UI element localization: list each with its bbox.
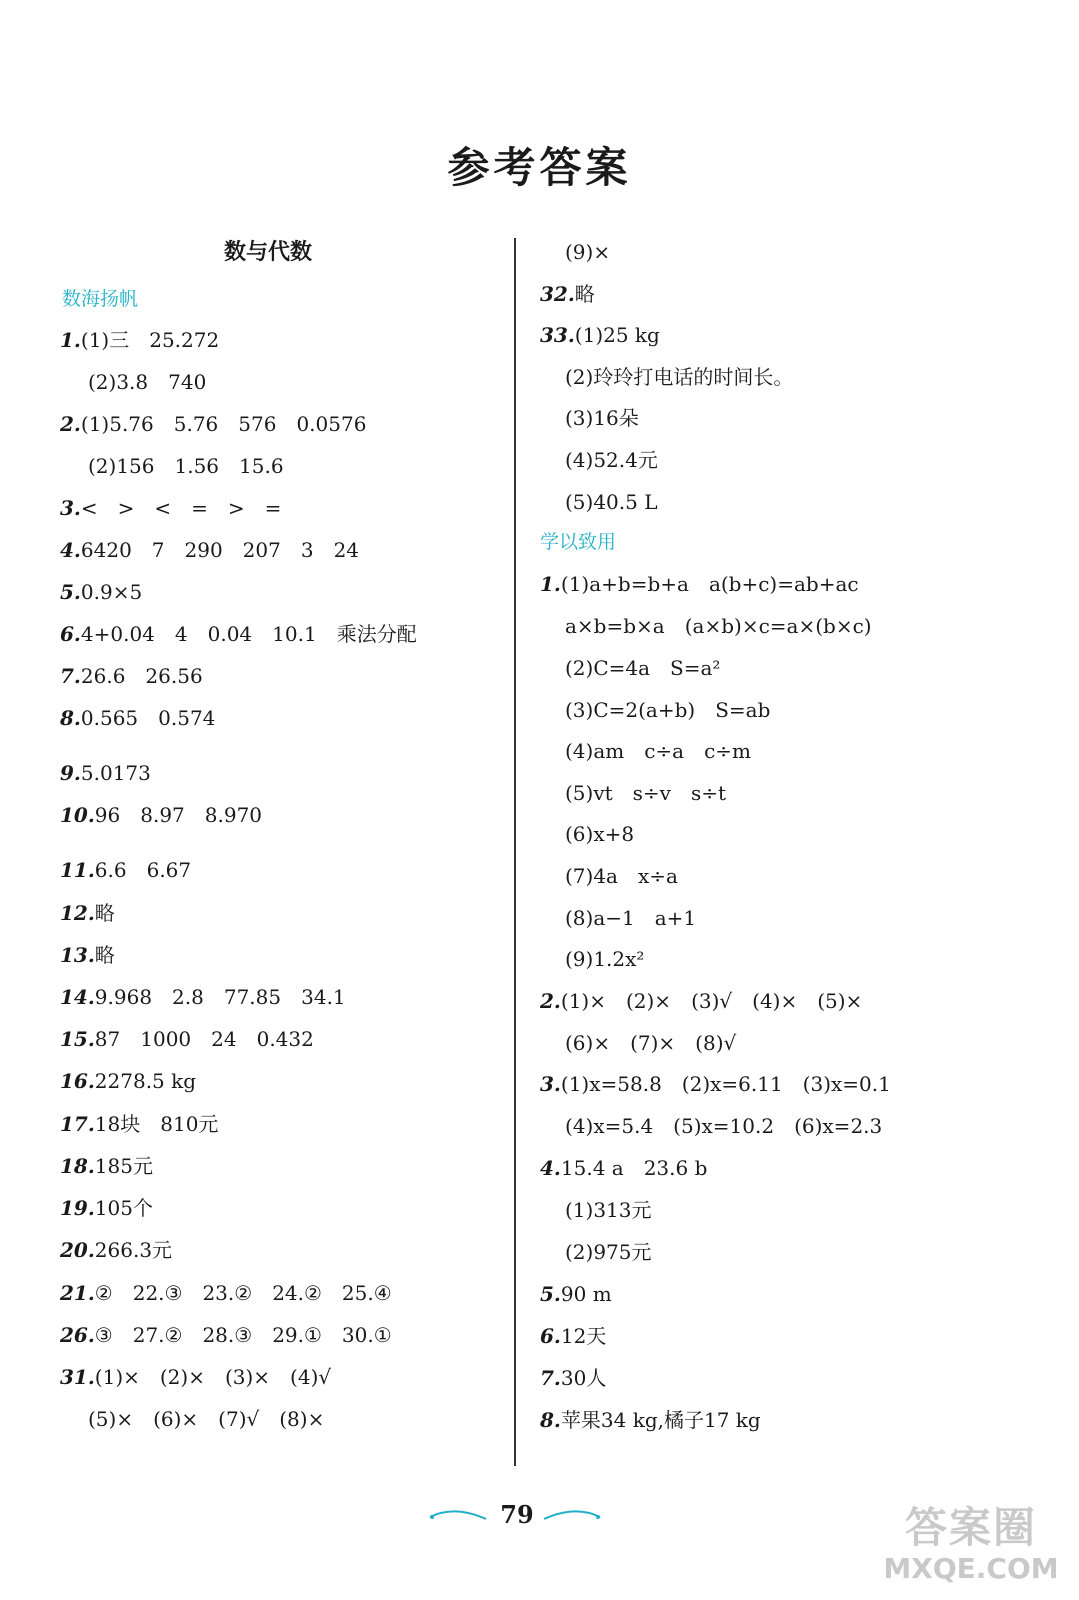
answer-number: 9. — [60, 761, 81, 785]
answer-text: 5.0173 — [80, 761, 151, 785]
answer-line — [540, 279, 595, 309]
answer-text: 0.9×5 — [80, 580, 143, 604]
answer-line — [565, 1028, 736, 1058]
answer-line — [60, 1109, 218, 1139]
answer-line — [540, 1069, 891, 1099]
answer-text: (1)5.76 5.76 576 0.0576 — [80, 412, 367, 436]
answer-text: (2)3.8 740 — [88, 370, 207, 394]
answer-text: 0.565 0.574 — [80, 706, 216, 730]
answer-text: (9)× — [565, 240, 611, 264]
answer-text: 18块 810元 — [94, 1112, 219, 1136]
answer-text: 略 — [94, 943, 115, 967]
watermark-logo — [871, 1504, 1071, 1594]
answer-number: 4. — [540, 1156, 561, 1180]
answer-line — [88, 1404, 324, 1434]
answer-number: 19. — [60, 1196, 95, 1220]
answer-line — [565, 778, 726, 808]
answer-text: 略 — [94, 901, 115, 925]
answer-text: (6)× (7)× (8)√ — [565, 1031, 737, 1055]
answer-number: 8. — [60, 706, 81, 730]
answer-line — [60, 1235, 172, 1265]
answer-text: (8)a−1 a+1 — [565, 906, 697, 930]
answer-text: (1)× (2)× (3)√ (4)× (5)× — [560, 989, 863, 1013]
answer-line — [565, 1237, 652, 1267]
answer-line — [565, 736, 751, 766]
answer-number: 3. — [60, 496, 81, 520]
answer-number: 11. — [60, 858, 95, 882]
subhead-shuhai: 数海扬帆 — [62, 288, 139, 310]
answer-line — [60, 577, 142, 607]
answer-line — [60, 1320, 392, 1350]
answer-number: 33. — [540, 323, 575, 347]
answer-line — [565, 695, 770, 725]
answer-line — [60, 1151, 153, 1181]
answer-text: (2)C=4a S=a² — [565, 656, 721, 680]
answer-number: 5. — [60, 580, 81, 604]
answer-line — [60, 325, 219, 355]
answer-text: (9)1.2x² — [565, 947, 645, 971]
answer-number: 20. — [60, 1238, 95, 1262]
answer-text: 266.3元 — [94, 1238, 173, 1262]
answer-text: 6420 7 290 207 3 24 — [80, 538, 360, 562]
answer-line — [565, 487, 658, 517]
answer-text: < > < = > = — [80, 496, 282, 520]
answer-text: ② 22.③ 23.② 24.② 25.④ — [94, 1281, 392, 1305]
answer-number: 10. — [60, 803, 95, 827]
answer-number: 17. — [60, 1112, 95, 1136]
answer-line — [60, 800, 262, 830]
answer-number: 31. — [60, 1365, 95, 1389]
answer-line — [60, 940, 115, 970]
left-ornament-icon — [428, 1507, 490, 1523]
answer-line — [540, 569, 859, 599]
page-number: 79 — [500, 1500, 534, 1529]
answer-number: 7. — [540, 1366, 561, 1390]
answer-text: (5)× (6)× (7)√ (8)× — [88, 1407, 325, 1431]
answer-number: 6. — [540, 1324, 561, 1348]
answer-line — [540, 1363, 606, 1393]
answer-text: (3)16朵 — [565, 406, 639, 430]
answer-text: (1)三 25.272 — [80, 328, 220, 352]
answer-line — [565, 403, 639, 433]
answer-number: 26. — [60, 1323, 95, 1347]
answer-number: 21. — [60, 1281, 95, 1305]
answer-number: 7. — [60, 664, 81, 688]
watermark-bottom: MXQE.COM — [883, 1552, 1059, 1585]
answer-text: 30人 — [560, 1366, 607, 1390]
answer-line — [60, 619, 417, 649]
answer-text: (6)x+8 — [565, 822, 635, 846]
answer-number: 13. — [60, 943, 95, 967]
answer-line — [60, 703, 215, 733]
answer-line — [60, 661, 203, 691]
answer-number: 1. — [60, 328, 81, 352]
answer-line — [540, 986, 862, 1016]
answer-line — [60, 1066, 196, 1096]
answer-line — [565, 445, 658, 475]
answer-text: 15.4 a 23.6 b — [560, 1156, 708, 1180]
answer-number: 5. — [540, 1282, 561, 1306]
answer-text: 2278.5 kg — [94, 1069, 197, 1093]
answer-text: ③ 27.② 28.③ 29.① 30.① — [94, 1323, 392, 1347]
answer-text: 185元 — [94, 1154, 153, 1178]
answer-text: (2)975元 — [565, 1240, 652, 1264]
section-title: 数与代数 — [224, 240, 313, 265]
answer-line — [60, 1278, 392, 1308]
answer-line — [88, 451, 284, 481]
answer-text: (4)x=5.4 (5)x=10.2 (6)x=2.3 — [565, 1114, 883, 1138]
answer-text: (1)x=58.8 (2)x=6.11 (3)x=0.1 — [560, 1072, 891, 1096]
answer-line — [565, 362, 793, 392]
answer-text: (1)313元 — [565, 1198, 652, 1222]
answer-number: 14. — [60, 985, 95, 1009]
answer-text: 26.6 26.56 — [80, 664, 203, 688]
answer-number: 18. — [60, 1154, 95, 1178]
watermark-top: 答案圈 — [904, 1503, 1037, 1552]
answer-line — [60, 493, 281, 523]
answer-text: (5)vt s÷v s÷t — [565, 781, 727, 805]
answer-line — [60, 758, 151, 788]
right-ornament-icon — [540, 1507, 602, 1523]
answer-number: 1. — [540, 572, 561, 596]
answer-text: (2)156 1.56 15.6 — [88, 454, 284, 478]
answer-number: 16. — [60, 1069, 95, 1093]
answer-text: 4+0.04 4 0.04 10.1 乘法分配 — [80, 622, 417, 646]
answer-line — [60, 1193, 153, 1223]
answer-text: (1)× (2)× (3)× (4)√ — [94, 1365, 332, 1389]
answer-text: (3)C=2(a+b) S=ab — [565, 698, 771, 722]
answer-line — [565, 903, 696, 933]
answer-line — [540, 1405, 761, 1435]
answer-line — [88, 367, 206, 397]
subhead-xueyi: 学以致用 — [540, 531, 617, 553]
answer-text: 6.6 6.67 — [94, 858, 192, 882]
answer-line — [60, 982, 346, 1012]
answer-line — [540, 320, 660, 350]
answer-number: 4. — [60, 538, 81, 562]
answer-number: 2. — [60, 412, 81, 436]
answer-line — [540, 1321, 606, 1351]
answer-text: (2)玲玲打电话的时间长。 — [565, 365, 794, 389]
answer-number: 8. — [540, 1408, 561, 1432]
answer-line — [60, 1362, 331, 1392]
answer-text: (4)am c÷a c÷m — [565, 739, 752, 763]
answer-number: 2. — [540, 989, 561, 1013]
answer-number: 6. — [60, 622, 81, 646]
answer-line — [60, 855, 191, 885]
answer-text: 略 — [574, 282, 595, 306]
answer-text: (1)25 kg — [574, 323, 660, 347]
answer-text: (7)4a x÷a — [565, 864, 678, 888]
answer-line — [60, 409, 366, 439]
answer-line — [60, 898, 115, 928]
answer-line — [565, 861, 678, 891]
answer-number: 12. — [60, 901, 95, 925]
answer-line — [565, 653, 720, 683]
answer-text: (4)52.4元 — [565, 448, 658, 472]
answer-line — [60, 535, 359, 565]
answer-number: 32. — [540, 282, 575, 306]
answer-text: a×b=b×a (a×b)×c=a×(b×c) — [565, 614, 872, 638]
answer-line — [565, 944, 644, 974]
answer-line — [565, 611, 872, 641]
answer-line — [565, 819, 634, 849]
answer-text: (1)a+b=b+a a(b+c)=ab+ac — [560, 572, 859, 596]
answer-text: 90 m — [560, 1282, 612, 1306]
answer-number: 15. — [60, 1027, 95, 1051]
answer-line — [60, 1024, 314, 1054]
answer-line — [565, 237, 610, 267]
answer-text: 96 8.97 8.970 — [94, 803, 263, 827]
answer-text: 苹果34 kg,橘子17 kg — [560, 1408, 761, 1432]
column-divider — [514, 238, 516, 1466]
answer-text: 87 1000 24 0.432 — [94, 1027, 314, 1051]
answer-text: 9.968 2.8 77.85 34.1 — [94, 985, 346, 1009]
answer-line — [540, 1153, 707, 1183]
answer-line — [565, 1195, 652, 1225]
answer-text: (5)40.5 L — [565, 490, 658, 514]
answer-text: 12天 — [560, 1324, 607, 1348]
page-title: 参考答案 — [447, 143, 632, 192]
answer-number: 3. — [540, 1072, 561, 1096]
answer-line — [540, 1279, 612, 1309]
answer-line — [565, 1111, 882, 1141]
answer-text: 105个 — [94, 1196, 153, 1220]
